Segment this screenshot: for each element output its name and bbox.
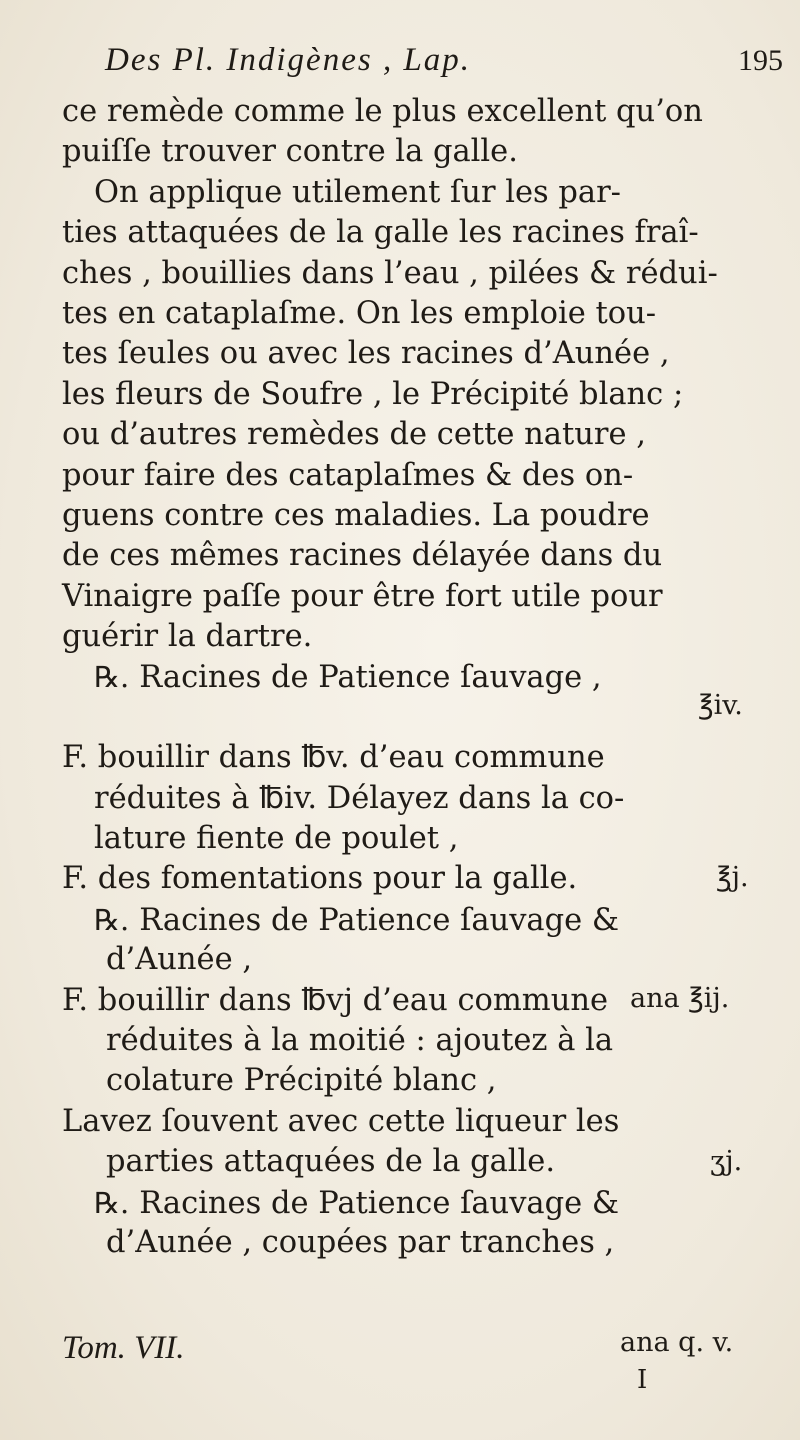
text-line: Lavez ſouvent avec cette liqueur les [62,1103,620,1139]
recipe-line [62,900,792,940]
dose-amount: ana q. v. [620,1327,734,1358]
recipe-symbol: ℞. [94,902,130,937]
recipe-symbol: ℞. [94,1185,130,1220]
recipe-text: Racines de Patience ſauvage & [139,1185,620,1221]
text-line: d’Aunée , coupées par tranches , [106,1224,615,1260]
dose-amount: ℥j. [716,862,749,893]
dose-amount: ℥iv. [698,690,743,721]
running-title: Des Pl. Indigènes , Lap. [105,42,472,78]
text-line: Vinaigre paſſe pour être fort utile pour [62,578,663,614]
recipe-line [62,1183,792,1223]
text-line: ce remède comme le plus excellent qu’on [62,94,703,129]
text-line: réduites à ℔iv. Délayez dans la co- [94,780,625,816]
text-line: réduites à la moitié : ajoutez à la [106,1022,614,1058]
text-line: lature fiente de poulet , [94,821,459,857]
text-line: d’Aunée , [106,942,253,978]
text-line: colature Précipité blanc , [106,1063,497,1099]
text-line: ties attaquées de la galle les racines fraî- [62,215,699,251]
dose-amount: ana ℥ij. [630,983,730,1014]
text-line: ou d’autres remèdes de cette nature , [62,417,646,453]
running-header [105,42,785,79]
text-line: pour faire des cataplaſmes & des on- [62,457,634,493]
dose-amount: ʒj. [710,1146,743,1177]
text-line: tes ſeules ou avec les racines d’Aunée , [62,336,670,372]
text-line: guérir la dartre. [62,619,313,655]
text-line: F. des fomentations pour la galle. [62,861,578,897]
text-line: F. bouillir dans ℔vj d’eau commune [62,982,609,1018]
text-line: guens contre ces maladies. La poudre [62,497,650,533]
recipe-symbol: ℞. [94,660,130,695]
dose-spacer [62,698,792,738]
text-line: puiſſe trouver contre la galle. [62,134,518,170]
page-number: 195 [738,44,783,77]
text-line: F. bouillir dans ℔v. d’eau commune [62,740,605,776]
text-line: de ces mêmes racines délayée dans du [62,538,663,574]
text-line: tes en cataplaſme. On les emploie tou- [62,295,657,331]
text-line: les fleurs de Soufre , le Précipité blanc ; [62,376,684,412]
recipe-text: Racines de Patience ſauvage & [139,902,620,938]
signature-mark: I [637,1365,648,1395]
body-text [62,92,792,1263]
text-line: ches , bouillies dans l’eau , pilées & rédui- [62,255,718,291]
text-line: On applique utilement ſur les par- [94,174,621,210]
recipe-line [62,657,792,697]
volume-label: Tom. VII. [62,1330,185,1366]
text-line: parties attaquées de la galle. [106,1144,556,1180]
recipe-text: Racines de Patience ſauvage , [139,660,602,696]
